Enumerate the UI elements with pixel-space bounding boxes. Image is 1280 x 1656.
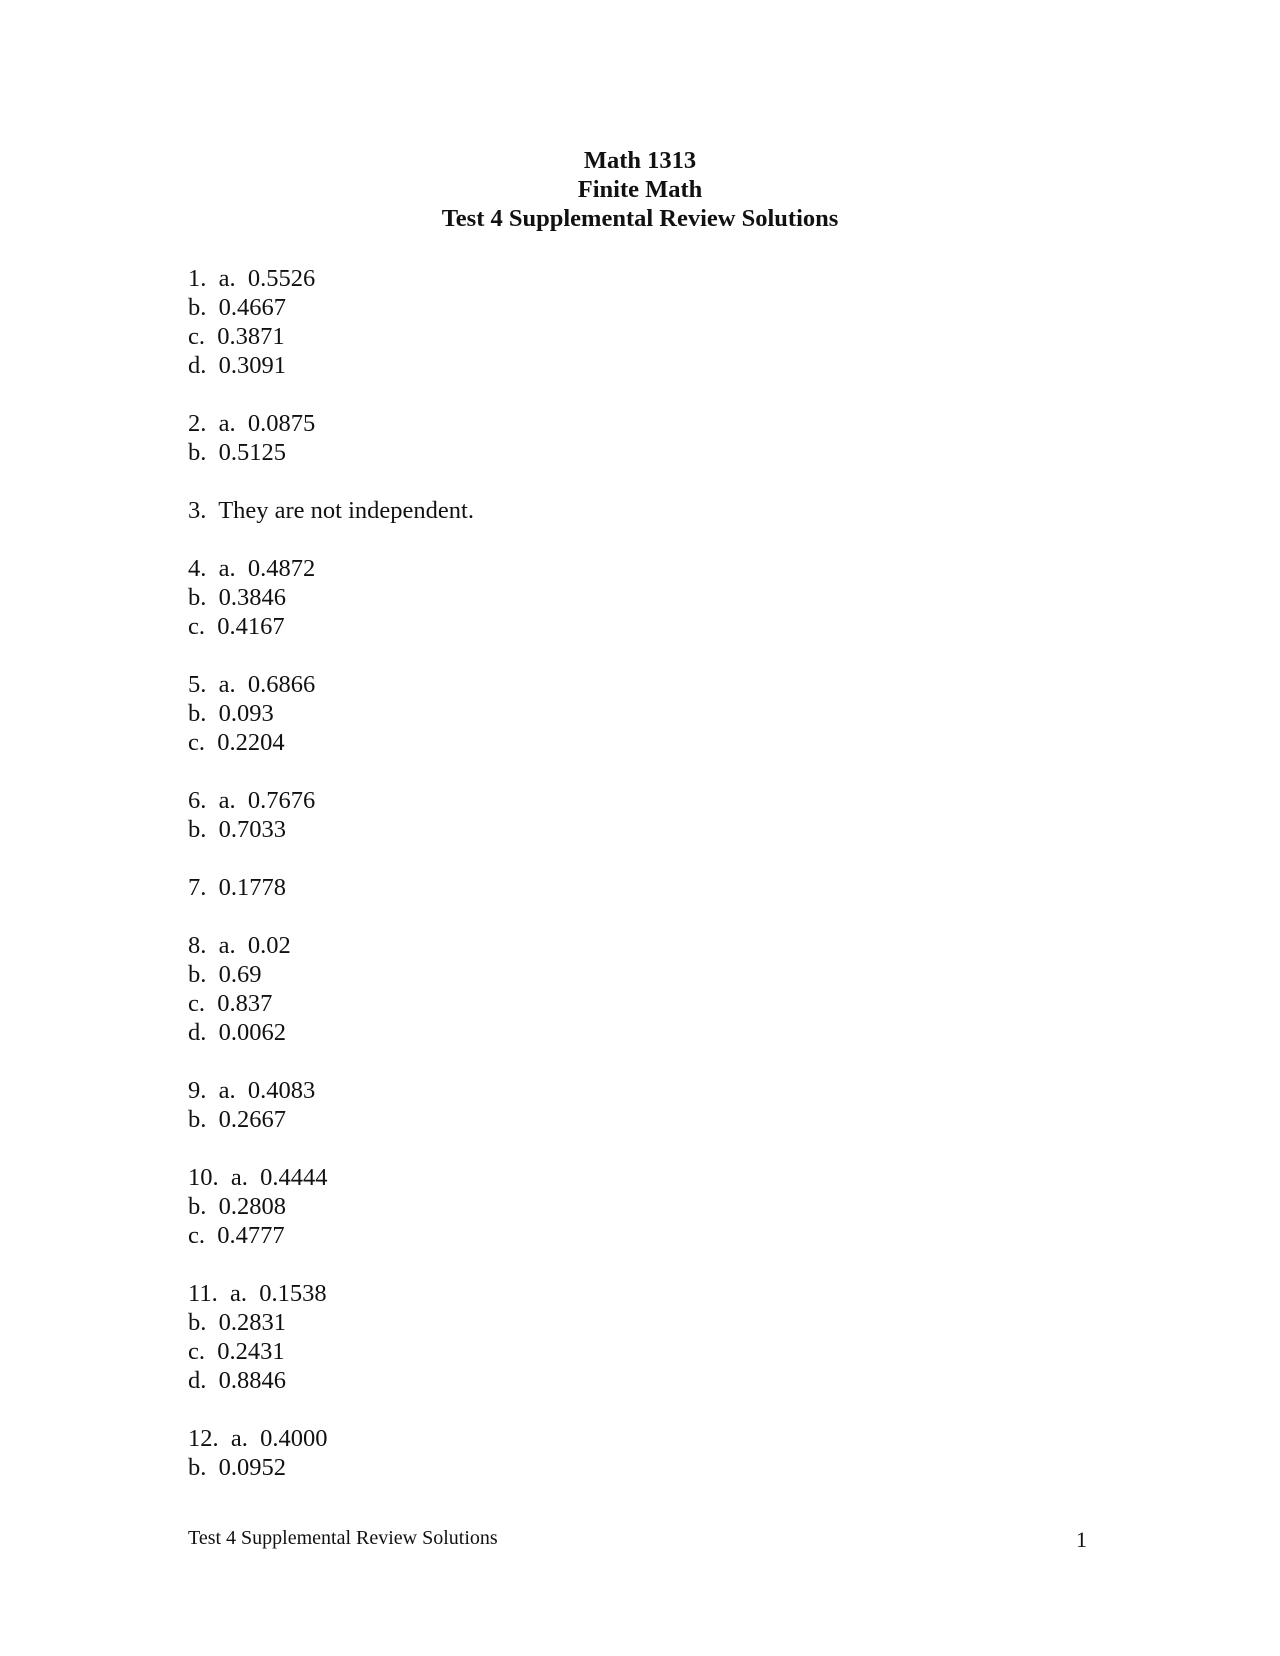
answer-value: 0.2204	[217, 729, 285, 756]
part-label: b.	[188, 816, 207, 843]
part-label: d.	[188, 1367, 207, 1394]
answer-group	[188, 554, 474, 641]
answer-line	[188, 1453, 474, 1482]
part-label: a.	[230, 1425, 248, 1452]
question-number: 12.	[188, 1425, 219, 1452]
part-label: a.	[218, 555, 236, 582]
answer-line	[188, 1192, 474, 1221]
answer-value: 0.8846	[218, 1367, 286, 1394]
question-number: 5.	[188, 671, 207, 698]
part-label: a.	[218, 671, 236, 698]
answer-list	[188, 264, 474, 1511]
answer-line	[188, 1366, 474, 1395]
answer-line	[188, 1163, 474, 1192]
answer-value: 0.4444	[260, 1164, 328, 1191]
answer-value: 0.5125	[218, 439, 286, 466]
part-label: c.	[188, 990, 205, 1017]
answer-line	[188, 1105, 474, 1134]
answer-line	[188, 815, 474, 844]
answer-group	[188, 670, 474, 757]
part-label: d.	[188, 1019, 207, 1046]
answer-value: 0.7033	[218, 816, 286, 843]
question-number: 6.	[188, 787, 207, 814]
answer-value: 0.093	[218, 700, 274, 727]
answer-line	[188, 351, 474, 380]
answer-line	[188, 989, 474, 1018]
part-label: b.	[188, 439, 207, 466]
part-label: a.	[218, 1077, 236, 1104]
answer-line	[188, 786, 474, 815]
part-label: c.	[188, 323, 205, 350]
answer-line	[188, 1308, 474, 1337]
answer-value: 0.3846	[218, 584, 286, 611]
answer-value: 0.4777	[217, 1222, 285, 1249]
question-number: 7.	[188, 874, 207, 901]
answer-value: 0.3871	[217, 323, 285, 350]
answer-value: 0.0062	[218, 1019, 286, 1046]
part-label: a.	[218, 410, 236, 437]
answer-group	[188, 786, 474, 844]
document-title: Test 4 Supplemental Review Solutions	[441, 205, 839, 232]
question-number: 4.	[188, 555, 207, 582]
part-label: a.	[218, 787, 236, 814]
answer-value: 0.4000	[260, 1425, 328, 1452]
answer-value: 0.4872	[247, 555, 316, 582]
answer-value: 0.2431	[217, 1338, 285, 1365]
answer-value: 0.2831	[218, 1309, 286, 1336]
footer-title: Test 4 Supplemental Review Solutions	[188, 1527, 498, 1549]
answer-group	[188, 1076, 474, 1134]
answer-value: 0.0952	[218, 1454, 286, 1481]
answer-line	[188, 1018, 474, 1047]
answer-value: 0.4667	[218, 294, 286, 321]
page-number: 1	[1076, 1527, 1087, 1552]
answer-line	[188, 699, 474, 728]
question-number: 9.	[188, 1077, 207, 1104]
answer-line	[188, 293, 474, 322]
answer-value: 0.2808	[218, 1193, 286, 1220]
answer-value: 0.3091	[218, 352, 286, 379]
part-label: a.	[229, 1280, 247, 1307]
answer-line	[188, 612, 474, 641]
part-label: c.	[188, 729, 205, 756]
part-label: b.	[188, 961, 207, 988]
answer-line	[188, 1337, 474, 1366]
part-label: c.	[188, 1222, 205, 1249]
part-label: a.	[218, 932, 236, 959]
answer-value: 0.7676	[247, 787, 316, 814]
answer-line	[188, 1076, 474, 1105]
part-label: b.	[188, 1454, 207, 1481]
answer-line	[188, 496, 474, 525]
subject-title: Finite Math	[577, 176, 703, 203]
part-label: b.	[188, 700, 207, 727]
answer-line	[188, 583, 474, 612]
answer-line	[188, 322, 474, 351]
part-label: a.	[230, 1164, 248, 1191]
answer-line	[188, 960, 474, 989]
part-label: a.	[218, 265, 236, 292]
answer-group	[188, 496, 474, 525]
answer-group	[188, 409, 474, 467]
part-label: c.	[188, 1338, 205, 1365]
answer-value: 0.4083	[247, 1077, 316, 1104]
answer-value: 0.02	[247, 932, 291, 959]
part-label: b.	[188, 1309, 207, 1336]
answer-line	[188, 1279, 474, 1308]
part-label: b.	[188, 1193, 207, 1220]
question-number: 10.	[188, 1164, 219, 1191]
answer-line	[188, 1424, 474, 1453]
answer-group	[188, 873, 474, 902]
part-label: b.	[188, 584, 207, 611]
answer-line	[188, 670, 474, 699]
answer-value: 0.5526	[247, 265, 316, 292]
answer-value: 0.837	[217, 990, 273, 1017]
answer-value: 0.6866	[247, 671, 316, 698]
answer-line	[188, 409, 474, 438]
answer-value: 0.1778	[218, 874, 286, 901]
question-number: 11.	[188, 1280, 218, 1307]
answer-group	[188, 1163, 474, 1250]
part-label: c.	[188, 613, 205, 640]
answer-value: 0.4167	[217, 613, 285, 640]
answer-line	[188, 931, 474, 960]
answer-value: 0.69	[218, 961, 262, 988]
course-title: Math 1313	[583, 147, 697, 174]
question-number: 3.	[188, 497, 207, 524]
answer-line	[188, 264, 474, 293]
document-header	[0, 146, 1280, 233]
answer-value: 0.0875	[247, 410, 316, 437]
answer-line	[188, 728, 474, 757]
part-label: d.	[188, 352, 207, 379]
answer-group	[188, 1424, 474, 1482]
part-label: b.	[188, 1106, 207, 1133]
question-number: 2.	[188, 410, 207, 437]
answer-line	[188, 438, 474, 467]
part-label: b.	[188, 294, 207, 321]
answer-line	[188, 873, 474, 902]
answer-value: They are not independent.	[218, 497, 474, 524]
answer-value: 0.2667	[218, 1106, 286, 1133]
answer-line	[188, 554, 474, 583]
answer-group	[188, 264, 474, 380]
answer-line	[188, 1221, 474, 1250]
answer-group	[188, 1279, 474, 1395]
question-number: 1.	[188, 265, 207, 292]
answer-group	[188, 931, 474, 1047]
answer-value: 0.1538	[259, 1280, 327, 1307]
question-number: 8.	[188, 932, 207, 959]
